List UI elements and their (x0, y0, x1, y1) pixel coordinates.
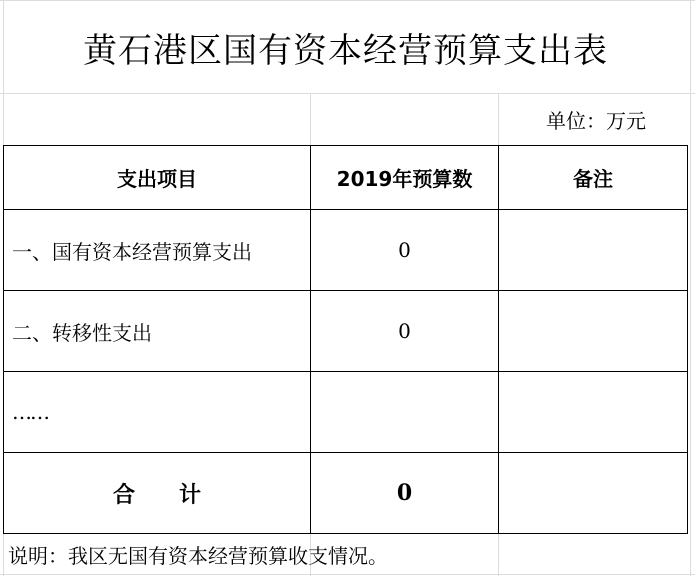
table-row-amount (311, 372, 498, 452)
column-header-item: 支出项目 (117, 167, 197, 191)
table-row-amount: 0 (398, 319, 411, 343)
table-border (687, 145, 688, 534)
footnote: 说明：我区无国有资本经营预算收支情况。 (8, 543, 388, 568)
table-row-remark (499, 210, 687, 290)
table-row-remark (499, 291, 687, 371)
table-row-item: …… (12, 400, 48, 424)
unit-label: 单位：万元 (546, 109, 646, 133)
gridline (310, 93, 311, 145)
page-title: 黄石港区国有资本经营预算支出表 (83, 30, 608, 71)
table-row-item: 一、国有资本经营预算支出 (12, 239, 252, 264)
gridline (690, 0, 691, 576)
total-amount: 0 (396, 480, 413, 506)
gridline (0, 574, 695, 575)
table-row-item: 二、转移性支出 (12, 320, 152, 345)
total-remark (499, 453, 687, 533)
table-row-remark (499, 372, 687, 452)
total-label: 合 计 (112, 481, 201, 508)
column-header-amount: 2019年预算数 (336, 167, 473, 191)
table-row-amount: 0 (398, 238, 411, 262)
column-header-remark: 备注 (573, 167, 613, 191)
